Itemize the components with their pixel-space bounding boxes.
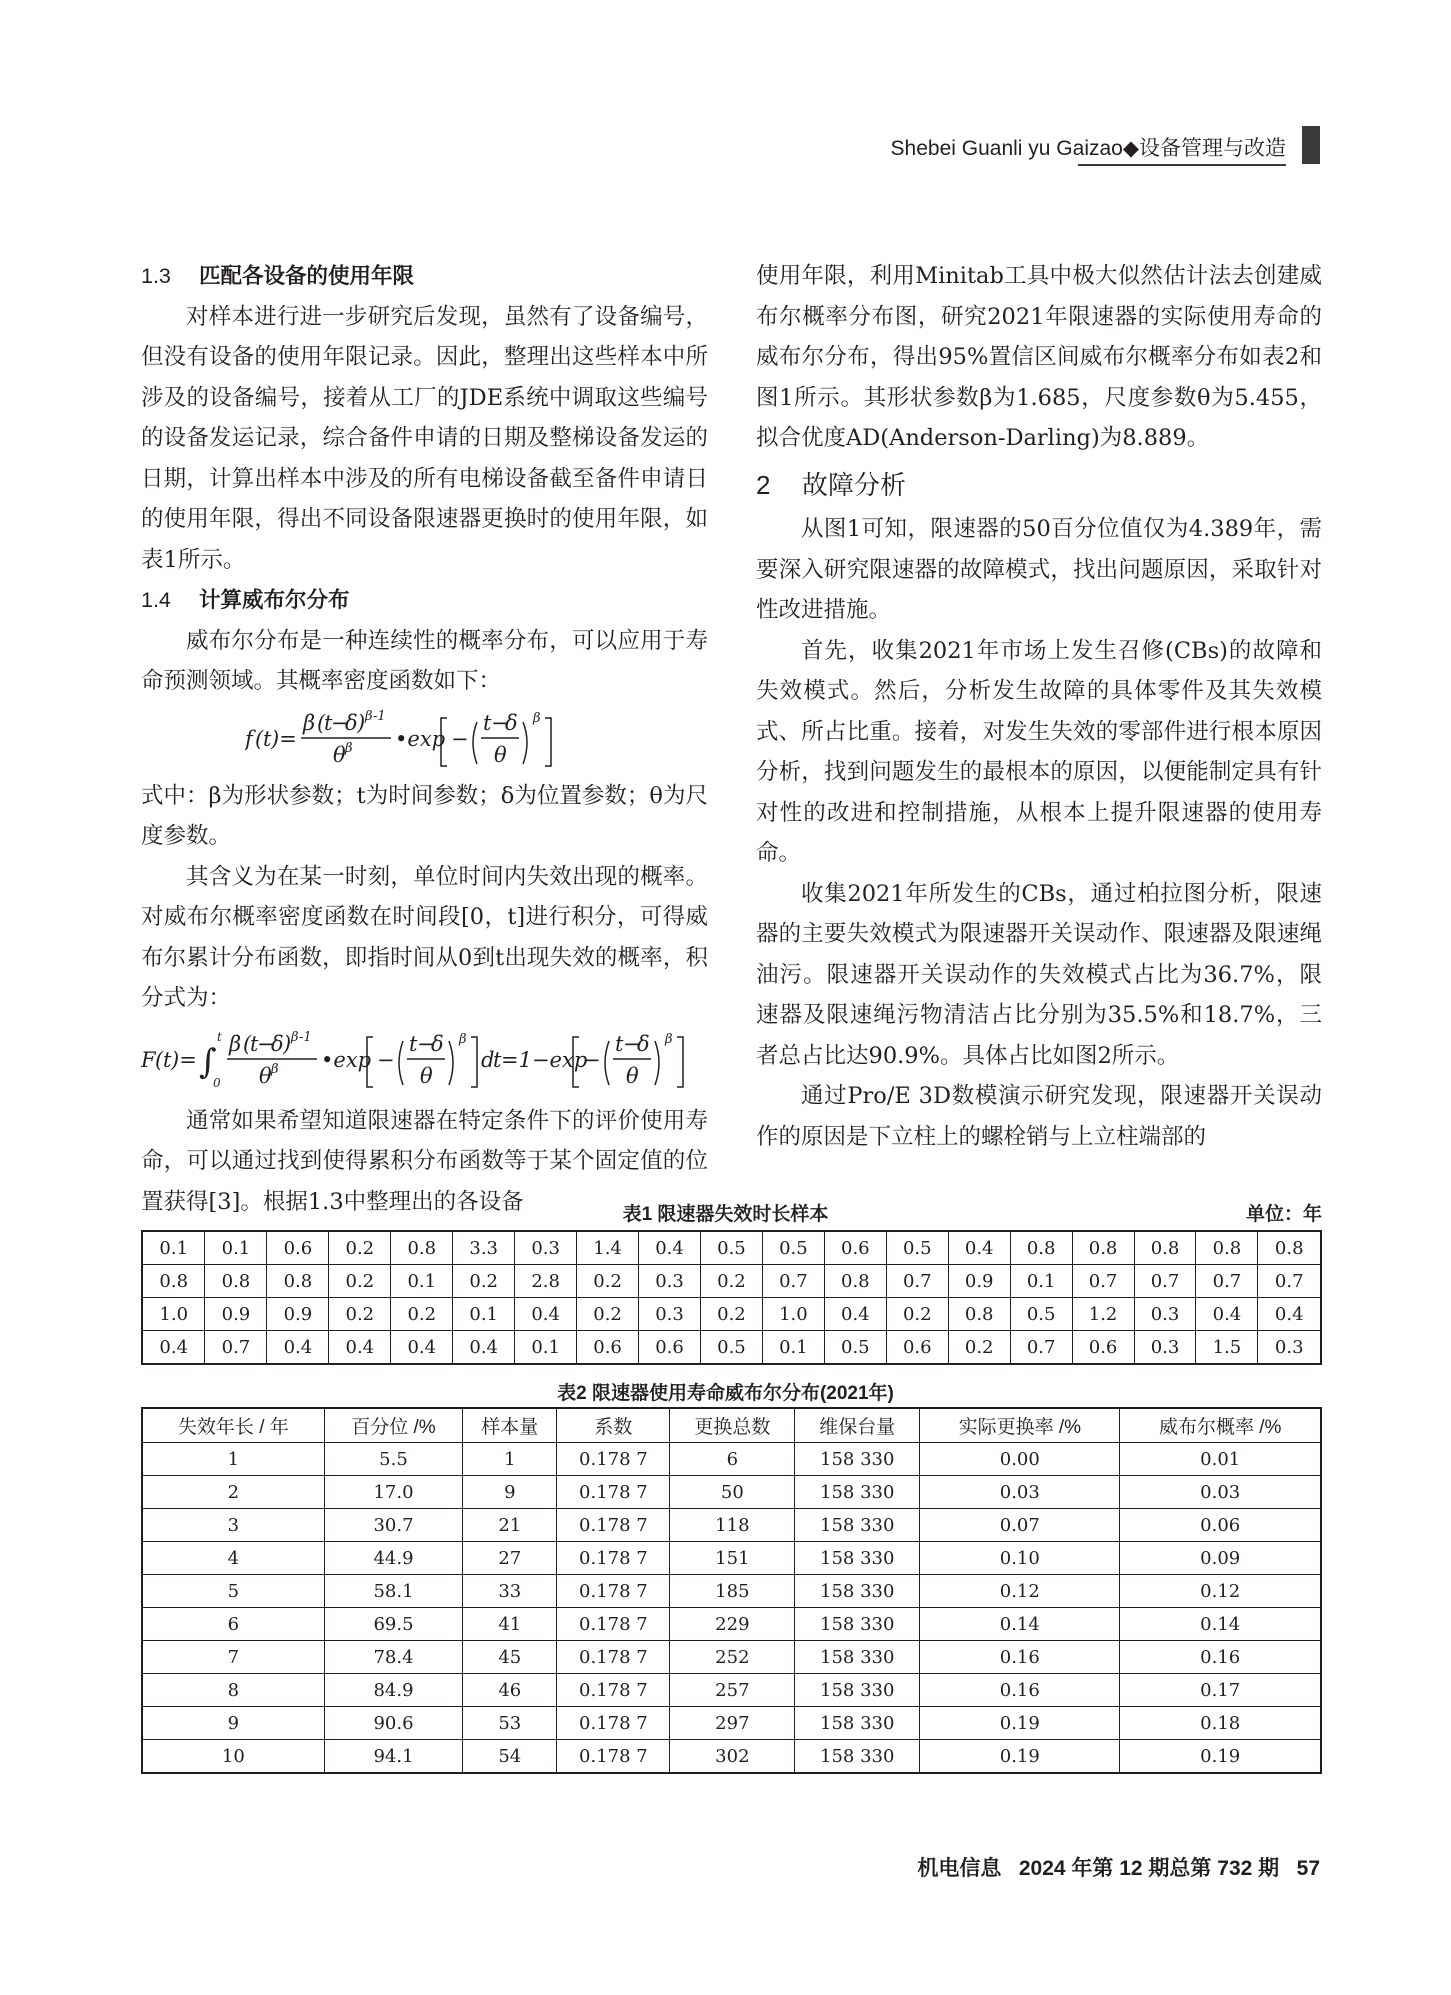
table-cell: 0.14 — [1120, 1608, 1321, 1641]
table-cell: 0.5 — [824, 1331, 886, 1365]
column-header: 更换总数 — [670, 1408, 795, 1443]
svg-text:(: ( — [254, 726, 263, 751]
table-cell: 0.7 — [1010, 1331, 1072, 1365]
svg-text:-1: -1 — [299, 1029, 312, 1045]
svg-text:=1−exp: =1−exp — [501, 1047, 588, 1072]
table-cell: 0.7 — [205, 1331, 267, 1365]
table-cell: 0.3 — [639, 1298, 701, 1331]
table-row — [142, 1707, 1321, 1740]
table-row — [142, 1476, 1321, 1509]
svg-text:)=: )= — [171, 1047, 197, 1072]
header-underline — [1078, 164, 1286, 166]
table-cell: 0.5 — [700, 1331, 762, 1365]
table-cell: 0.8 — [1072, 1231, 1134, 1265]
table-cell: 33 — [463, 1575, 557, 1608]
table-cell: 0.1 — [205, 1231, 267, 1265]
table-cell: 9 — [463, 1476, 557, 1509]
svg-text:): ) — [283, 1031, 292, 1056]
svg-text:−: − — [257, 1031, 275, 1056]
table-cell: 30.7 — [324, 1509, 463, 1542]
table-cell: 0.12 — [1120, 1575, 1321, 1608]
table-cell: 0.7 — [1134, 1265, 1196, 1298]
table-cell: 158 330 — [795, 1740, 920, 1774]
table-cell: 0.3 — [639, 1265, 701, 1298]
table-row — [142, 1575, 1321, 1608]
svg-text:−: − — [450, 726, 469, 751]
table-cell: 0.8 — [267, 1265, 329, 1298]
section-heading-1-4: 1.4 计算威布尔分布 — [141, 588, 350, 612]
table-cell: 0.8 — [1134, 1231, 1196, 1265]
table-cell: 0.8 — [142, 1265, 205, 1298]
table-cell: 158 330 — [795, 1575, 920, 1608]
table-cell: 5 — [142, 1575, 324, 1608]
svg-text:(: ( — [243, 1031, 252, 1056]
paragraph: 从图1可知，限速器的50百分位值仅为4.389年，需要深入研究限速器的故障模式，找出问题原因，采取针对性改进措施。 — [756, 516, 1322, 623]
svg-text:δ: δ — [504, 710, 518, 735]
table-cell: 0.1 — [515, 1331, 577, 1365]
table-cell: 0.6 — [1072, 1331, 1134, 1365]
table-cell: 0.1 — [453, 1298, 515, 1331]
svg-text:−: − — [377, 1047, 395, 1072]
table-cell: 0.17 — [1120, 1674, 1321, 1707]
svg-text:0: 0 — [213, 1075, 221, 1090]
column-header: 维保台量 — [795, 1408, 920, 1443]
table-cell: 4 — [142, 1542, 324, 1575]
table-cell: 0.178 7 — [557, 1443, 670, 1476]
page-footer: 机电信息 2024 年第 12 期总第 732 期 57 — [917, 1857, 1320, 1880]
svg-text:−: − — [623, 1031, 641, 1056]
table-cell: 0.2 — [329, 1231, 391, 1265]
table-cell: 158 330 — [795, 1674, 920, 1707]
table-row — [142, 1231, 1321, 1265]
svg-text:F: F — [141, 1047, 156, 1072]
svg-text:θ: θ — [626, 1063, 639, 1088]
table-cell: 17.0 — [324, 1476, 463, 1509]
table-cell: 10 — [142, 1740, 324, 1774]
svg-text:)=: )= — [270, 726, 297, 751]
table-cell: 0.2 — [391, 1298, 453, 1331]
table-cell: 302 — [670, 1740, 795, 1774]
table-cell: 0.2 — [329, 1265, 391, 1298]
table-cell: 0.5 — [762, 1231, 824, 1265]
table-cell: 0.6 — [824, 1231, 886, 1265]
table-cell: 0.19 — [1120, 1740, 1321, 1774]
table-cell: 0.2 — [453, 1265, 515, 1298]
table-cell: 0.2 — [700, 1265, 762, 1298]
table-cell: 1.5 — [1196, 1331, 1258, 1365]
table-cell: 53 — [463, 1707, 557, 1740]
table-cell: 158 330 — [795, 1707, 920, 1740]
table-cell: 0.178 7 — [557, 1509, 670, 1542]
header-bar — [1302, 126, 1320, 164]
table-cell: 0.9 — [205, 1298, 267, 1331]
table-cell: 2 — [142, 1476, 324, 1509]
table-row — [142, 1298, 1321, 1331]
table-cell: 0.7 — [1196, 1265, 1258, 1298]
table-cell: 0.178 7 — [557, 1641, 670, 1674]
table-cell: 90.6 — [324, 1707, 463, 1740]
paragraph: 使用年限，利用Minitab工具中极大似然估计法去创建威布尔概率分布图，研究2021年限速器的实际使用寿命的威布尔分布，得出95%置信区间威布尔概率分布如表2和图1所示。其形状参数β为1.685，尺度参数θ为5.455，拟合优度AD(Anderson-Darling)为8.889。 — [756, 263, 1322, 451]
section-heading-1-3: 1.3 匹配各设备的使用年限 — [141, 264, 415, 288]
table-cell: 21 — [463, 1509, 557, 1542]
svg-text:•exp: •exp — [394, 726, 445, 751]
table-cell: 151 — [670, 1542, 795, 1575]
table-cell: 0.3 — [1258, 1331, 1321, 1365]
svg-text:d: d — [481, 1047, 495, 1072]
table1-caption: 表1 限速器失效时长样本 — [622, 1204, 829, 1225]
table-cell: 0.6 — [267, 1231, 329, 1265]
svg-text:θ: θ — [420, 1063, 433, 1088]
table-cell: 0.4 — [142, 1331, 205, 1365]
svg-text:(: ( — [155, 1047, 164, 1072]
table-row — [142, 1608, 1321, 1641]
svg-text:t: t — [217, 1029, 222, 1044]
paragraph: 通常如果希望知道限速器在特定条件下的评价使用寿命，可以通过找到使得累积分布函数等于某个固定值的位置获得[3]。根据1.3中整理出的各设备 — [141, 1107, 708, 1215]
table-cell: 5.5 — [324, 1443, 463, 1476]
table-cell: 0.4 — [948, 1231, 1010, 1265]
table-cell: 0.3 — [1134, 1331, 1196, 1365]
table-cell: 0.4 — [267, 1331, 329, 1365]
table-cell: 0.4 — [639, 1231, 701, 1265]
table-cell: 0.6 — [886, 1331, 948, 1365]
table-cell: 0.9 — [948, 1265, 1010, 1298]
table-cell: 0.7 — [1258, 1265, 1321, 1298]
table-cell: 0.5 — [1010, 1298, 1072, 1331]
table-cell: 3.3 — [453, 1231, 515, 1265]
table-cell: 27 — [463, 1542, 557, 1575]
table1 — [141, 1230, 1322, 1365]
section-heading-2: 2 故障分析 — [756, 469, 907, 500]
svg-text:δ: δ — [271, 1031, 284, 1056]
svg-text:β: β — [302, 710, 315, 735]
table-cell: 0.8 — [1010, 1231, 1072, 1265]
table-cell: 0.07 — [920, 1509, 1120, 1542]
table-cell: 0.16 — [920, 1641, 1120, 1674]
svg-text:β: β — [532, 710, 541, 726]
table-cell: 0.178 7 — [557, 1740, 670, 1774]
table-cell: 1 — [142, 1443, 324, 1476]
table-cell: 0.7 — [1072, 1265, 1134, 1298]
table-cell: 0.4 — [391, 1331, 453, 1365]
table-cell: 7 — [142, 1641, 324, 1674]
table-row — [142, 1265, 1321, 1298]
table-row — [142, 1331, 1321, 1365]
svg-text:δ: δ — [344, 710, 358, 735]
svg-text:β: β — [459, 1031, 467, 1047]
table-cell: 0.4 — [453, 1331, 515, 1365]
table-cell: 0.1 — [142, 1231, 205, 1265]
svg-text:δ: δ — [637, 1031, 650, 1056]
paragraph: 对样本进行进一步研究后发现，虽然有了设备编号，但没有设备的使用年限记录。因此，整理出这些样本中所涉及的设备编号，接着从工厂的JDE系统中调取这些编号的设备发运记录，综合备件申请的日期及整梯设备发运的日期，计算出样本中涉及的所有电梯设备截至备件申请日的使用年限，得出不同设备限速器更换时的使用年限，如表1所示。 — [141, 303, 708, 573]
table-cell: 297 — [670, 1707, 795, 1740]
table-cell: 0.19 — [920, 1740, 1120, 1774]
table-cell: 0.6 — [577, 1331, 639, 1365]
table-cell: 0.1 — [391, 1265, 453, 1298]
table-cell: 0.8 — [1258, 1231, 1321, 1265]
svg-text:t: t — [409, 1031, 418, 1056]
svg-text:β: β — [364, 708, 373, 724]
svg-text:t: t — [323, 710, 332, 735]
table-cell: 0.10 — [920, 1542, 1120, 1575]
table-cell: 118 — [670, 1509, 795, 1542]
table-cell: 252 — [670, 1641, 795, 1674]
svg-text:β: β — [229, 1031, 242, 1056]
table-cell: 158 330 — [795, 1542, 920, 1575]
svg-text:f: f — [244, 726, 253, 751]
svg-text:t: t — [482, 710, 491, 735]
table-cell: 158 330 — [795, 1509, 920, 1542]
table-cell: 6 — [142, 1608, 324, 1641]
table-cell: 1 — [463, 1443, 557, 1476]
column-header: 百分位 /% — [324, 1408, 463, 1443]
left-column — [141, 256, 708, 1222]
table-cell: 158 330 — [795, 1476, 920, 1509]
table-cell: 229 — [670, 1608, 795, 1641]
table-cell: 69.5 — [324, 1608, 463, 1641]
table-cell: 46 — [463, 1674, 557, 1707]
svg-text:t: t — [615, 1031, 624, 1056]
journal-name: Shebei Guanli yu Gaizao◆设备管理与改造 — [890, 137, 1286, 160]
table-cell: 54 — [463, 1740, 557, 1774]
table-cell: 1.0 — [762, 1298, 824, 1331]
table-cell: 0.2 — [577, 1265, 639, 1298]
table-cell: 0.4 — [515, 1298, 577, 1331]
table-cell: 0.3 — [515, 1231, 577, 1265]
table-cell: 0.5 — [886, 1231, 948, 1265]
table-cell: 0.01 — [1120, 1443, 1321, 1476]
table-cell: 50 — [670, 1476, 795, 1509]
table-row — [142, 1674, 1321, 1707]
table-cell: 0.4 — [329, 1331, 391, 1365]
table-cell: 78.4 — [324, 1641, 463, 1674]
table-cell: 0.1 — [762, 1331, 824, 1365]
table-cell: 0.8 — [948, 1298, 1010, 1331]
column-header: 样本量 — [463, 1408, 557, 1443]
table-cell: 158 330 — [795, 1608, 920, 1641]
table-cell: 94.1 — [324, 1740, 463, 1774]
table-cell: 0.2 — [886, 1298, 948, 1331]
table-cell: 0.16 — [1120, 1641, 1321, 1674]
table-cell: 0.9 — [267, 1298, 329, 1331]
paragraph: 其含义为在某一时刻，单位时间内失效出现的概率。对威布尔概率密度函数在时间段[0，t]进行积分，可得威布尔累计分布函数，即指时间从0到t出现失效的概率，积分式为： — [141, 863, 708, 1011]
svg-text:β: β — [291, 1029, 299, 1045]
table-cell: 0.00 — [920, 1443, 1120, 1476]
table-cell: 0.2 — [948, 1331, 1010, 1365]
svg-text:): ) — [356, 710, 365, 735]
svg-text:t: t — [493, 1047, 502, 1072]
svg-text:t: t — [163, 1047, 172, 1072]
svg-text:β: β — [665, 1031, 673, 1047]
table-cell: 0.3 — [1134, 1298, 1196, 1331]
table-cell: 185 — [670, 1575, 795, 1608]
table-cell: 0.178 7 — [557, 1707, 670, 1740]
table-cell: 3 — [142, 1509, 324, 1542]
table-cell: 0.5 — [700, 1231, 762, 1265]
table-row — [142, 1641, 1321, 1674]
table-cell: 0.4 — [1258, 1298, 1321, 1331]
table-cell: 0.14 — [920, 1608, 1120, 1641]
table-row — [142, 1443, 1321, 1476]
table-header-row — [142, 1408, 1321, 1443]
table1-unit: 单位：年 — [1245, 1204, 1322, 1225]
table-cell: 0.12 — [920, 1575, 1120, 1608]
table-cell: 257 — [670, 1674, 795, 1707]
svg-text:(: ( — [316, 710, 325, 735]
table-cell: 45 — [463, 1641, 557, 1674]
table-cell: 0.6 — [639, 1331, 701, 1365]
table-cell: 0.03 — [1120, 1476, 1321, 1509]
svg-text:•exp: •exp — [321, 1047, 372, 1072]
table-cell: 0.2 — [700, 1298, 762, 1331]
table-cell: 0.19 — [920, 1707, 1120, 1740]
right-column — [756, 256, 1322, 1157]
table-cell: 1.2 — [1072, 1298, 1134, 1331]
table-cell: 84.9 — [324, 1674, 463, 1707]
table-cell: 0.2 — [329, 1298, 391, 1331]
weibull-cdf-formula — [141, 1023, 708, 1097]
column-header: 系数 — [557, 1408, 670, 1443]
table-cell: 2.8 — [515, 1265, 577, 1298]
paragraph: 式中：β为形状参数；t为时间参数；δ为位置参数；θ为尺度参数。 — [141, 782, 708, 849]
table-cell: 0.7 — [762, 1265, 824, 1298]
paragraph: 通过Pro/E 3D数模演示研究发现，限速器开关误动作的原因是下立柱上的螺栓销与上立柱端部的 — [756, 1083, 1322, 1150]
svg-text:δ: δ — [431, 1031, 444, 1056]
table-cell: 6 — [670, 1443, 795, 1476]
svg-text:t: t — [250, 1031, 259, 1056]
column-header: 失效年长 / 年 — [142, 1408, 324, 1443]
table-cell: 0.1 — [1010, 1265, 1072, 1298]
table-cell: 0.178 7 — [557, 1674, 670, 1707]
svg-text:−: − — [583, 1047, 601, 1072]
svg-text:β: β — [344, 740, 353, 756]
table-cell: 1.4 — [577, 1231, 639, 1265]
table-row — [142, 1542, 1321, 1575]
table-cell: 0.8 — [205, 1265, 267, 1298]
running-header — [0, 124, 1320, 168]
svg-text:−: − — [490, 710, 509, 735]
svg-text:θ: θ — [493, 742, 507, 767]
svg-text:β: β — [271, 1061, 279, 1077]
table-cell: 1.0 — [142, 1298, 205, 1331]
table-cell: 158 330 — [795, 1641, 920, 1674]
table-cell: 44.9 — [324, 1542, 463, 1575]
table-cell: 0.2 — [577, 1298, 639, 1331]
svg-text:θ: θ — [259, 1063, 272, 1088]
svg-text:∫: ∫ — [199, 1041, 217, 1082]
table-cell: 58.1 — [324, 1575, 463, 1608]
svg-text:t: t — [262, 726, 271, 751]
table2 — [141, 1407, 1322, 1774]
table-cell: 0.03 — [920, 1476, 1120, 1509]
table-cell: 0.18 — [1120, 1707, 1321, 1740]
table-cell: 0.09 — [1120, 1542, 1321, 1575]
table-row — [142, 1740, 1321, 1774]
table-cell: 0.06 — [1120, 1509, 1321, 1542]
column-header: 威布尔概率 /% — [1120, 1408, 1321, 1443]
table2-caption: 表2 限速器使用寿命威布尔分布(2021年) — [557, 1383, 894, 1404]
paragraph: 首先，收集2021年市场上发生召修(CBs)的故障和失效模式。然后，分析发生故障的具体零件及其失效模式、所占比重。接着，对发生失效的零部件进行根本原因分析，找到问题发生的最根本的原因，以便能制定具有针对性的改进和控制措施，从根本上提升限速器的使用寿命。 — [756, 637, 1322, 866]
paragraph: 收集2021年所发生的CBs，通过柏拉图分析，限速器的主要失效模式为限速器开关误动作、限速器及限速绳油污。限速器开关误动作的失效模式占比为36.7%，限速器及限速绳污物清洁占比分别为35.5%和18.7%，三者总占比达90.9%。具体占比如图2所示。 — [756, 880, 1322, 1069]
table-cell: 158 330 — [795, 1443, 920, 1476]
table-cell: 0.7 — [886, 1265, 948, 1298]
svg-text:-1: -1 — [372, 708, 386, 724]
table-cell: 0.178 7 — [557, 1608, 670, 1641]
table-row — [142, 1509, 1321, 1542]
table-cell: 0.178 7 — [557, 1542, 670, 1575]
paragraph: 威布尔分布是一种连续性的概率分布，可以应用于寿命预测领域。其概率密度函数如下： — [141, 627, 708, 694]
table-cell: 0.4 — [1196, 1298, 1258, 1331]
column-header: 实际更换率 /% — [920, 1408, 1120, 1443]
table-cell: 0.178 7 — [557, 1476, 670, 1509]
table-cell: 0.16 — [920, 1674, 1120, 1707]
svg-text:−: − — [417, 1031, 435, 1056]
svg-text:θ: θ — [332, 742, 346, 767]
table-cell: 0.4 — [824, 1298, 886, 1331]
table-cell: 0.8 — [391, 1231, 453, 1265]
table-cell: 0.8 — [824, 1265, 886, 1298]
table-cell: 41 — [463, 1608, 557, 1641]
table-cell: 0.178 7 — [557, 1575, 670, 1608]
table-cell: 0.8 — [1196, 1231, 1258, 1265]
table-cell: 8 — [142, 1674, 324, 1707]
svg-text:−: − — [330, 710, 349, 735]
table-cell: 9 — [142, 1707, 324, 1740]
weibull-pdf-formula — [141, 706, 708, 772]
